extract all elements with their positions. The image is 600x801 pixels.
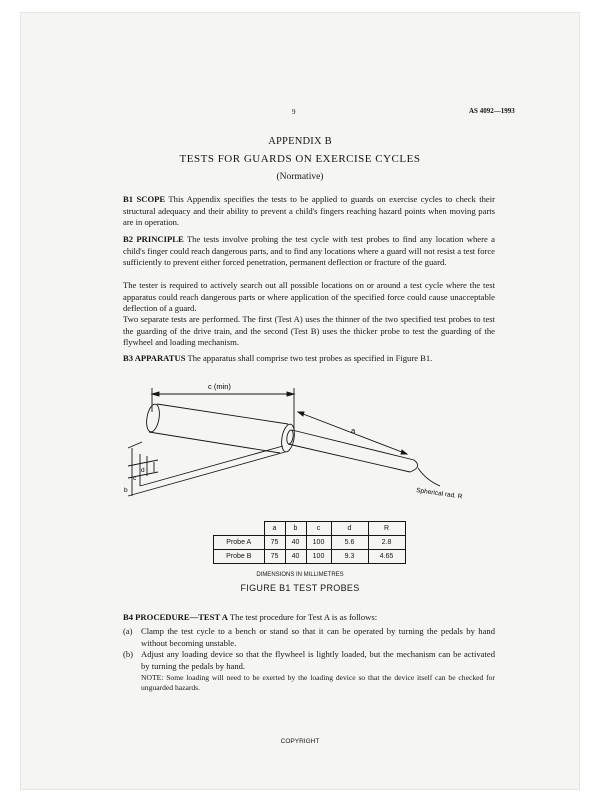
table-cell: 100 [306, 536, 331, 550]
section-b4-text: The test procedure for Test A is as follows: [229, 612, 378, 622]
table-header-cell: b [285, 522, 306, 536]
page-number: 9 [292, 108, 296, 116]
section-b4-heading: B4 PROCEDURE—TEST A [123, 612, 228, 622]
d-label: d [141, 467, 145, 474]
table-header-row [214, 522, 406, 536]
section-b2-heading: B2 PRINCIPLE [123, 234, 184, 244]
document-page [20, 12, 580, 790]
item-marker: (b) [123, 649, 134, 659]
table-header-cell: R [368, 522, 405, 536]
section-b2-paragraph-2: The tester is required to actively search out all possible locations on or around a test cycle where the test apparatus could reach dangerous parts or where application of the specified force could cause unacceptable deflection of a guard. [123, 280, 495, 314]
table-cell: Probe A [214, 536, 265, 550]
table-header-cell [214, 522, 265, 536]
section-b2 [123, 234, 495, 269]
c-min-label: c (min) [208, 382, 231, 391]
table-cell: Probe B [214, 550, 265, 564]
section-b4 [123, 612, 495, 624]
table-cell: 5.6 [331, 536, 368, 550]
procedure-item-a [123, 626, 495, 650]
spherical-radius-label: Spherical rad. R [415, 487, 463, 501]
table-row [214, 536, 406, 550]
procedure-note: NOTE: Some loading will need to be exerted by the loading device so that the device itself can be checked for unguarded hazards. [141, 673, 495, 692]
table-cell: 75 [264, 536, 285, 550]
section-b2-paragraph-3: Two separate tests are performed. The first (Test A) uses the thinner of the two specified test probes to test the guarding of the drive train, and the second (Test B) uses the thicker probe to test the guarding of the flywheel and loading mechanism. [123, 314, 495, 348]
item-text: Clamp the test cycle to a bench or stand so that it can be operated by turning the pedals by hand without becoming unstable. [141, 626, 495, 648]
section-b3-heading: B3 APPARATUS [123, 353, 186, 363]
table-header-cell: a [264, 522, 285, 536]
item-marker: (a) [123, 626, 133, 636]
c-label: c [133, 475, 137, 482]
test-probe-drawing [122, 368, 463, 508]
b-label: b [124, 487, 128, 494]
table-row [214, 550, 406, 564]
procedure-item-b [123, 649, 495, 673]
probe-dimensions-table [213, 521, 406, 564]
appendix-title: TESTS FOR GUARDS ON EXERCISE CYCLES [179, 153, 421, 165]
appendix-label: APPENDIX B [268, 136, 332, 147]
section-b3-text: The apparatus shall comprise two test probes as specified in Figure B1. [187, 353, 433, 363]
a-label: a [351, 426, 356, 435]
figure-caption: FIGURE B1 TEST PROBES [240, 583, 360, 593]
appendix-status: (Normative) [276, 172, 324, 182]
section-b1 [123, 194, 495, 229]
table-cell: 4.65 [368, 550, 405, 564]
section-b2-text: The tests involve probing the test cycle with test probes to find any location where a child's finger could reach dangerous parts, and to find any locations where a guard will not resist a test force sufficiently to prevent either forced penetration, permanent deflection or fracture of the guard. [123, 234, 495, 268]
dimensions-note: DIMENSIONS IN MILLIMETRES [256, 572, 344, 578]
section-b1-text: This Appendix specifies the tests to be applied to guards on exercise cycles to check their structural adequacy and their ability to prevent a child's fingers reaching hazard points when moving parts are in operation. [123, 194, 495, 228]
item-text: Adjust any loading device so that the flywheel is lightly loaded, but the mechanism can be activated by turning the pedals by hand. [141, 649, 495, 671]
table-cell: 75 [264, 550, 285, 564]
table-cell: 2.8 [368, 536, 405, 550]
table-cell: 100 [306, 550, 331, 564]
table-cell: 40 [285, 550, 306, 564]
section-b3 [123, 353, 495, 365]
table-header-cell: d [331, 522, 368, 536]
standard-reference: AS 4092—1993 [469, 107, 515, 115]
table-cell: 9.3 [331, 550, 368, 564]
table-header-cell: c [306, 522, 331, 536]
section-b1-heading: B1 SCOPE [123, 194, 166, 204]
table-cell: 40 [285, 536, 306, 550]
copyright-footer: COPYRIGHT [280, 738, 320, 745]
